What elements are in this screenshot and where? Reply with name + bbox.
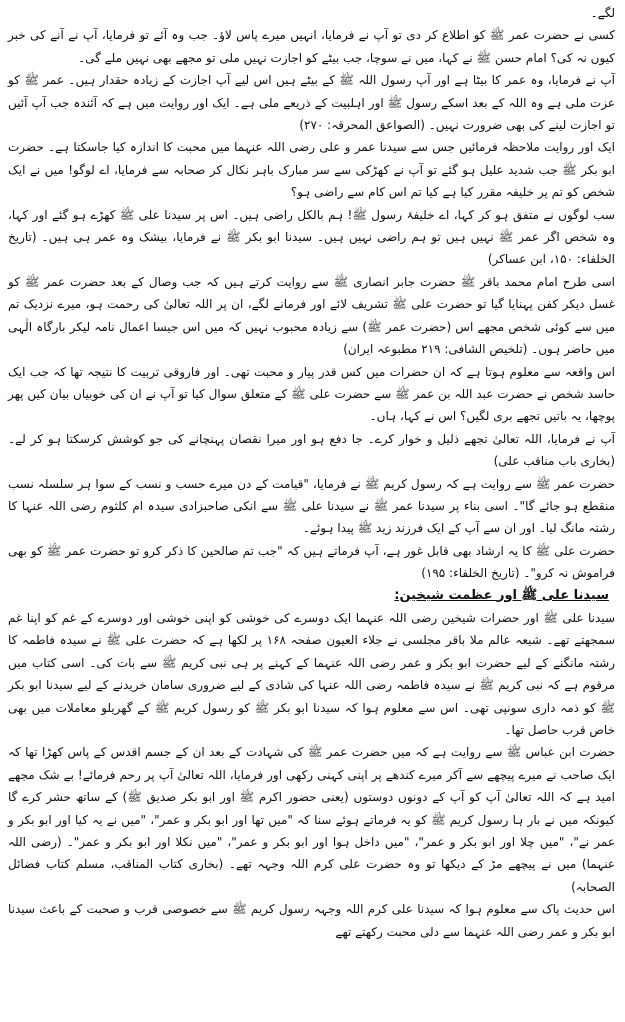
paragraph-6: اسی طرح امام محمد باقر ﷺ حضرت جابر انصاری ﷺ سے روایت کرتے ہیں کہ جب وصال کے بعد حضرت عمر ﷺ کو غسل دیکر کفن پہنایا گیا تو حضرت علی ﷺ تشریف لائے اور فرمانے لگے، ان پر اللہ تعالیٰ کی رحمت ہو، میرے نزدیک تم میں سے کوئی شخص مجھے اس (حضرت عمر ﷺ) سے زیادہ محبوب نہیں کہ میں اس جیسا اعمال نامہ لیکر بارگاہ الٰہی میں حاضر ہوں۔ (تلخیص الشافی: ۲۱۹ مطبوعہ ایران) [8, 274, 615, 357]
section-heading: سیدنا علی ﷺ اور عظمت شیخین: [394, 587, 609, 603]
paragraph-2: کسی نے حضرت عمر ﷺ کو اطلاع کر دی تو آپ نے فرمایا، انہیں میرے پاس لاؤ۔ جب وہ آئے تو فرمایا، آپ نے آنے کی خبر کیوں نہ کی؟ امام حسن ﷺ نے کہا، میں نے سوچا، جب بیٹے کو اجازت نہیں ملی تو مجھے بھی نہیں ملے گی۔ [8, 28, 615, 65]
paragraph-12: حضرت ابن عباس ﷺ سے روایت ہے کہ میں حضرت عمر ﷺ کی شہادت کے بعد ان کے جسم اقدس کے پاس کھڑا تھا کہ ایک صاحب نے میرے پیچھے سے آکر میرے کندھے پر اپنی کہنی رکھی اور فرمایا، اللہ تعالیٰ آپ پر رحم فرمائے! بے شک مجھے امید ہے کہ اللہ تعالیٰ آپ کو آپ کے دونوں دوستوں (یعنی حضور اکرم ﷺ اور ابو بکر صدیق ﷺ) کے ساتھ حشر کرے گا کیونکہ میں نے بار ہا رسول کریم ﷺ کو یہ فرماتے ہوئے سنا کہ "میں تھا اور ابو بکر و عمر"، "میں نے یہ کیا اور ابو بکر و عمر نے"، "میں چلا اور ابو بکر و عمر"، "میں داخل ہوا اور ابو بکر و عمر"، "میں نکلا اور ابو بکر و عمر"۔ (رضی اللہ عنہما) میں نے پیچھے مڑ کے دیکھا تو وہ حضرت علی کرم اللہ وجہہ تھے۔ (بخاری کتاب المناقب، مسلم کتاب فضائل الصحابہ) [8, 745, 615, 894]
paragraph-8: آپ نے فرمایا، اللہ تعالیٰ تجھے ذلیل و خوار کرے۔ جا دفع ہو اور میرا نقصان پہنچانے کی جو کوشش کرسکتا ہو کر لے۔ (بخاری باب مناقب علی) [8, 431, 615, 469]
paragraph-5: سب لوگوں نے متفق ہو کر کہا، اے خلیفۂ رسول ﷺ! ہم بالکل راضی ہیں۔ اس پر سیدنا علی ﷺ کھڑے ہو گئے اور کہا، وہ شخص اگر عمر ﷺ نہیں ہیں تو ہم راضی نہیں ہیں۔ سیدنا ابو بکر ﷺ نے فرمایا، بیشک وہ عمر ہی ہیں۔ (تاریخ الخلفاء: ۱۵۰، ابن عساکر) [8, 207, 615, 267]
paragraph-7: اس واقعہ سے معلوم ہوتا ہے کہ ان حضرات میں کس قدر پیار و محبت تھی۔ اور فاروقی تربیت کا نتیجہ تھا کہ جب ایک حاسد شخص نے حضرت عبد اللہ بن عمر ﷺ سے حضرت علی ﷺ کے متعلق سوال کیا تو آپ نے ان کی خوبیاں بیان کیں پھر پوچھا، یہ باتیں تجھے بری لگیں؟ اس نے کہا، ہاں۔ [8, 364, 615, 424]
paragraph-10: حضرت علی ﷺ کا یہ ارشاد بھی قابل غور ہے، آپ فرماتے ہیں کہ "جب تم صالحین کا ذکر کرو تو حضرت عمر ﷺ کو بھی فراموش نہ کرو"۔ (تاریخ الخلفاء: ۱۹۵) [8, 543, 615, 581]
paragraph-13: اس حدیث پاک سے معلوم ہوا کہ سیدنا علی کرم اللہ وجہہ رسول کریم ﷺ سے خصوصی قرب و صحبت کے باعث سیدنا ابو بکر و عمر رضی اللہ عنہما سے دلی محبت رکھتے تھے [8, 902, 615, 939]
paragraph-4: ایک اور روایت ملاحظہ فرمائیں جس سے سیدنا عمر و علی رضی اللہ عنہما میں محبت کا اندازہ کیا جاسکتا ہے۔ حضرت ابو بکر ﷺ جب شدید علیل ہو گئے تو آپ نے کھڑکی سے سر مبارک باہر نکال کر صحابہ سے فرمایا، اے لوگو! میں نے ایک شخص کو تم پر خلیفہ مقرر کیا ہے کیا تم اس کام سے راضی ہو؟ [8, 140, 615, 200]
paragraph-11: سیدنا علی ﷺ اور حضرات شیخین رضی اللہ عنہما ایک دوسرے کی خوشی کو اپنی خوشی اور دوسرے کے غم کو اپنا غم سمجھتے تھے۔ شیعہ عالم ملا باقر مجلسی نے جلاء العیون صفحہ ۱۶۸ پر لکھا ہے کہ حضرت علی ﷺ نے سیدہ فاطمہ کا رشتہ مانگنے کے لیے حضرت ابو بکر و عمر رضی اللہ عنہما کے کہنے پر ہی نبی کریم ﷺ سے بات کی۔ اسی کتاب میں مرقوم ہے کہ نبی کریم ﷺ نے سیدہ فاطمہ رضی اللہ عنہا کی شادی کے لیے ضروری سامان خریدنے کے لیے سیدنا ابو بکر ﷺ کو ذمہ داری سونپی تھی۔ اس سے معلوم ہوا کہ سیدنا ابو بکر ﷺ کو رسول کریم ﷺ کے گھریلو معاملات میں بھی خاص قرب حاصل تھا۔ [8, 610, 615, 737]
paragraph-1: لگے۔ [590, 6, 615, 20]
paragraph-3: آپ نے فرمایا، وہ عمر کا بیٹا ہے اور آپ رسول اللہ ﷺ کے بیٹے ہیں اس لیے آپ اجازت کے زیادہ حقدار ہیں۔ عمر ﷺ کو عزت ملی ہے وہ اللہ کے بعد اسکے رسول ﷺ اور اہلبیت کے ذریعے ملی ہے۔ ایک اور روایت میں ہے کہ آئندہ جب آپ آئیں تو اجازت لینے کی بھی ضرورت نہیں۔ (الصواعق المحرقہ: ۲۷۰) [8, 73, 615, 133]
paragraph-9: حضرت عمر ﷺ سے روایت ہے کہ رسول کریم ﷺ نے فرمایا، "قیامت کے دن میرے حسب و نسب کے سوا ہر سلسلہ نسب منقطع ہو جائے گا"۔ اسی بناء پر سیدنا عمر ﷺ نے سیدنا علی ﷺ سے انکی صاحبزادی سیدہ ام کلثوم رضی اللہ عنہا کا رشتہ مانگ لیا۔ اور ان سے آپ کے ایک فرزند زید ﷺ پیدا ہوئے۔ [8, 476, 615, 536]
